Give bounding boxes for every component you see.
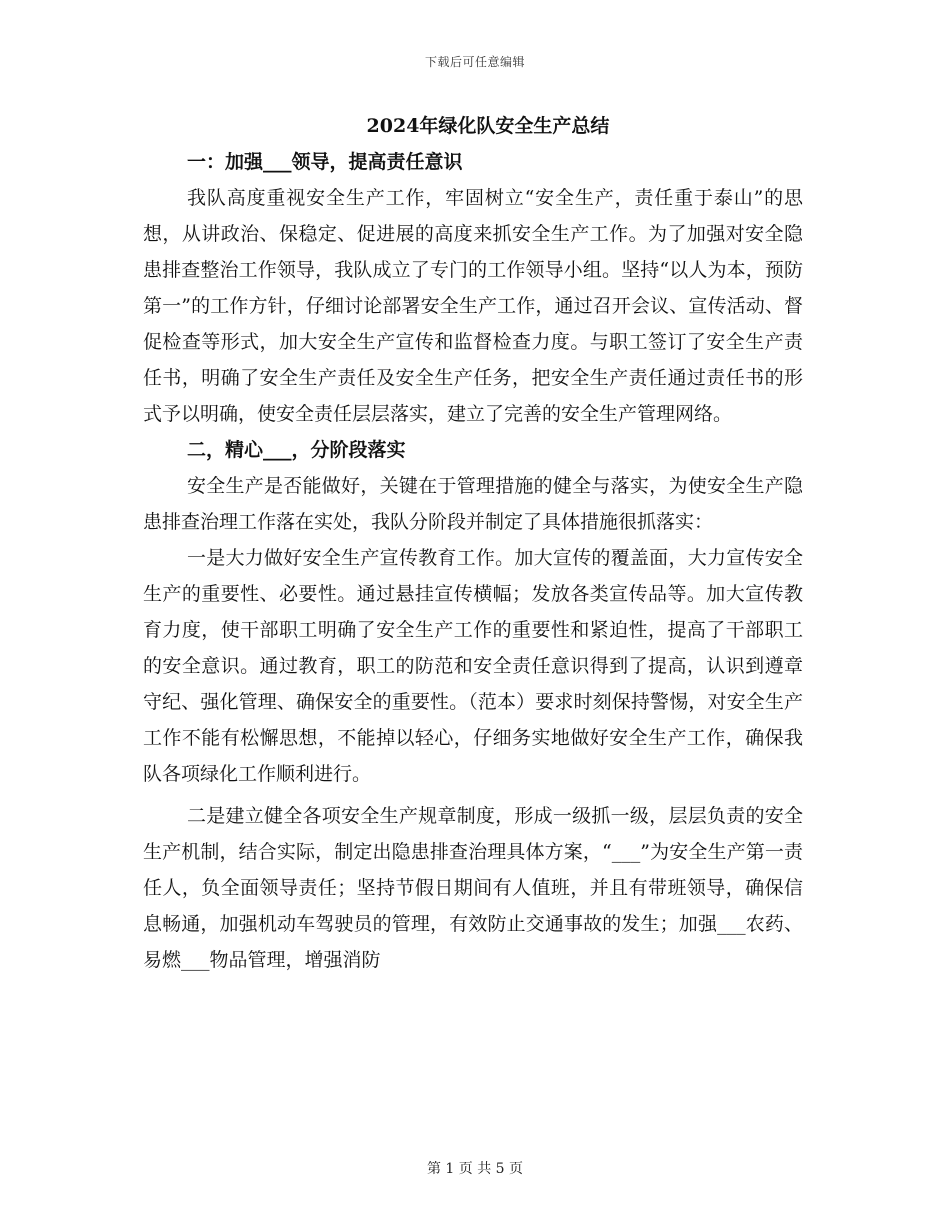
document-body xyxy=(143,108,803,978)
document-title: 2024年绿化队安全生产总结 xyxy=(366,115,610,137)
section-2-point-1-paragraph: 一是大力做好安全生产宣传教育工作。加大宣传的覆盖面，大力宣传安全生产的重要性、必要性。通过悬挂宣传横幅；发放各类宣传品等。加大宣传教育力度，使干部职工明确了安全生产工作的重要性和紧迫性，提高了干部职工的安全意识。通过教育，职工的防范和安全责任意识得到了提高，认识到遵章守纪、强化管理、确保安全的重要性。（范本）要求时刻保持警惕，对安全生产工作不能有松懈思想，不能掉以轻心，仔细务实地做好安全生产工作，确保我队各项绿化工作顺利进行。 xyxy=(143,547,803,785)
section-1-paragraph: 我队高度重视安全生产工作，牢固树立“安全生产，责任重于泰山”的思想，从讲政治、保稳定、促进展的高度来抓安全生产工作。为了加强对安全隐患排查整治工作领导，我队成立了专门的工作领导小组。坚持“以人为本，预防第一”的工作方针，仔细讨论部署安全生产工作，通过召开会议、宣传活动、督促检查等形式，加大安全生产宣传和监督检查力度。与职工签订了安全生产责任书，明确了安全生产责任及安全生产任务，把安全生产责任通过责任书的形式予以明确，使安全责任层层落实，建立了完善的安全生产管理网络。 xyxy=(143,187,803,425)
section-1-heading: 一：加强___领导，提高责任意识 xyxy=(187,151,463,173)
section-2-intro-paragraph: 安全生产是否能做好，关键在于管理措施的健全与落实，为使安全生产隐患排查治理工作落在实处，我队分阶段并制定了具体措施很抓落实： xyxy=(143,475,803,533)
page-header-note: 下载后可任意编辑 xyxy=(424,55,525,69)
page-number-indicator: 第 1 页 共 5 页 xyxy=(426,1161,524,1177)
section-2-heading: 二，精心___，分阶段落实 xyxy=(187,439,406,461)
section-2-point-2-paragraph: 二是建立健全各项安全生产规章制度，形成一级抓一级，层层负责的安全生产机制，结合实际，制定出隐患排查治理具体方案，“___”为安全生产第一责任人，负全面领导责任；坚持节假日期间有人值班，并且有带班领导，确保信息畅通，加强机动车驾驶员的管理，有效防止交通事故的发生；加强___农药、易燃___物品管理，增强消防 xyxy=(143,805,803,971)
